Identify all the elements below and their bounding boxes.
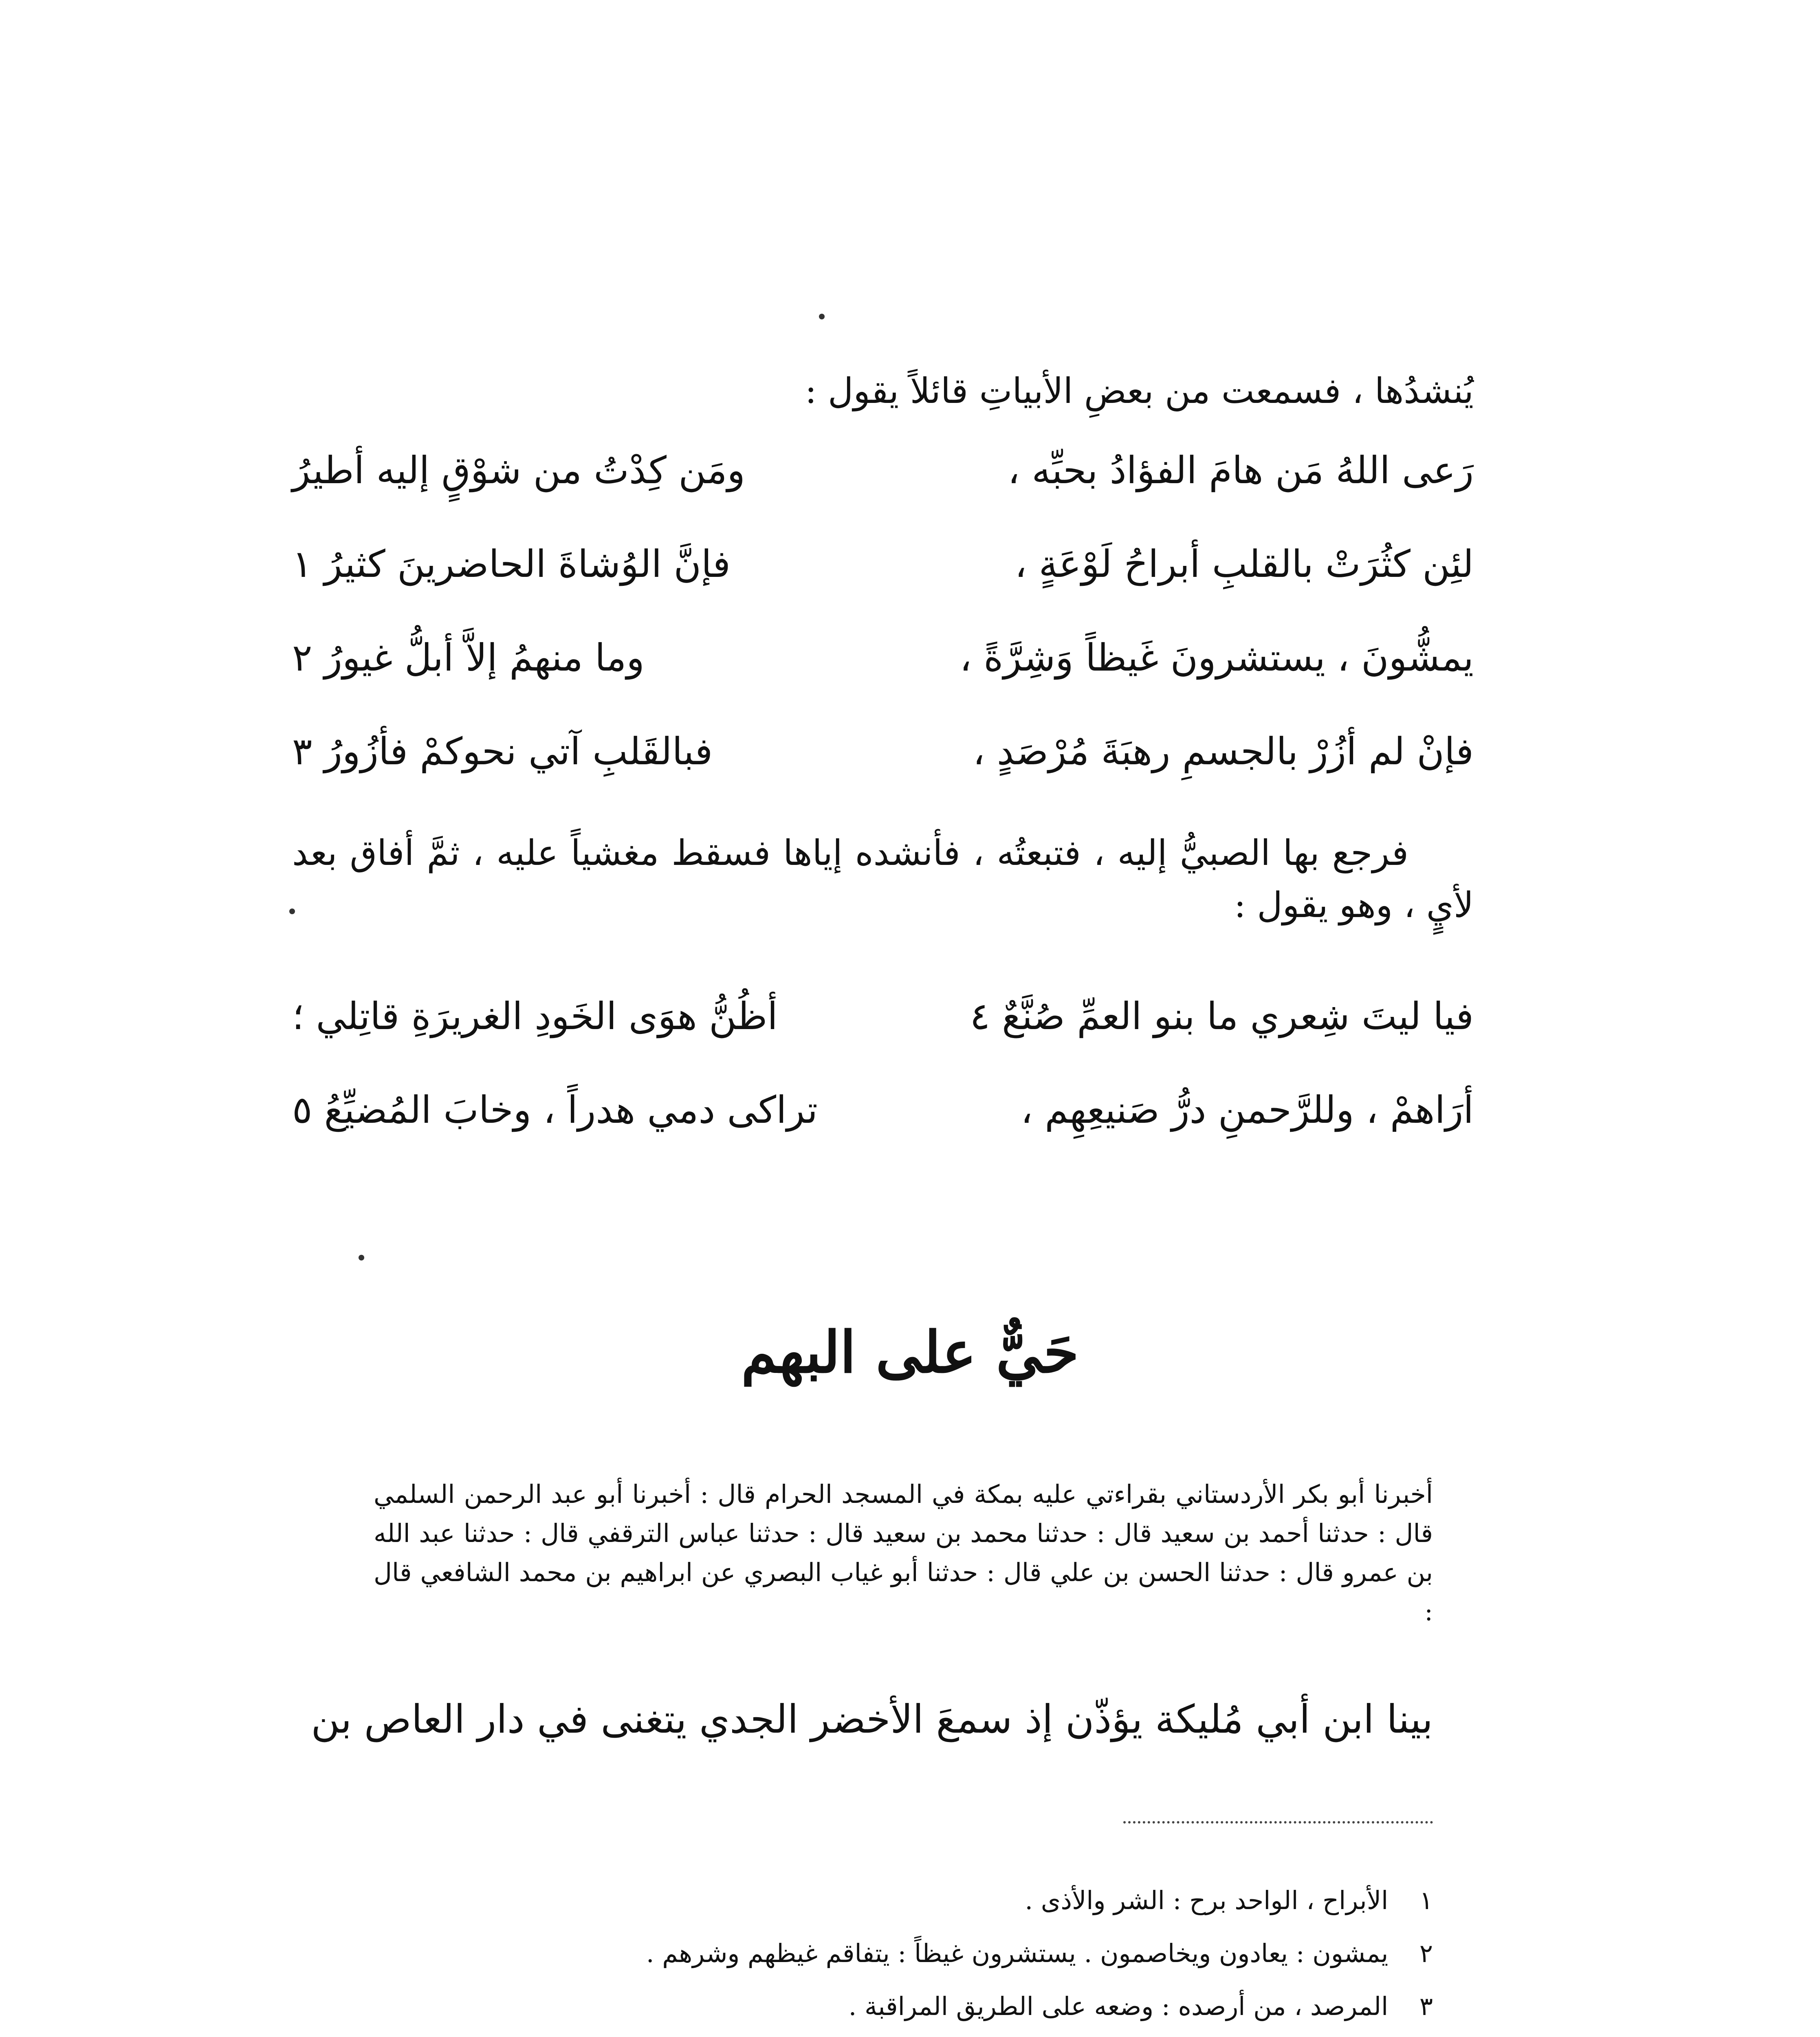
footnote-3 <box>292 1980 1433 2033</box>
verse-5 <box>292 986 1474 1047</box>
verse-5-first-hemistich: فيا ليتَ شِعري ما بنو العمِّ صُنَّعٌ ٤ <box>970 994 1474 1038</box>
footnote-separator <box>1123 1821 1433 1824</box>
prose-paragraph <box>292 827 1474 931</box>
footnote-4 <box>292 2033 1433 2037</box>
verse-2 <box>292 534 1474 595</box>
verse-4-second-hemistich: فبالقَلبِ آتي نحوكمْ فأزُورُ ٣ <box>292 730 713 773</box>
verse-6-first-hemistich: أرَاهمْ ، وللرَّحمنِ درُّ صَنيعِهِم ، <box>1021 1088 1474 1132</box>
prose-text: فرجع بها الصبيُّ إليه ، فتبعتُه ، فأنشده إياها فسقط مغشياً عليه ، ثمَّ أفاق بعد لأيٍ ، وهو يقول : <box>292 833 1474 926</box>
chain-of-narration: أخبرنا أبو بكر الأردستاني بقراءتي عليه بمكة في المسجد الحرام قال : أخبرنا أبو عبد الرحمن السلمي قال : حدثنا أحمد بن سعيد قال : حدثنا محمد بن سعيد قال : حدثنا عباس الترقفي قال : حدثنا عبد الله بن عمرو قال : حدثنا الحسن بن علي قال : حدثنا أبو غياب البصري عن ابراهيم بن محمد الشافعي قال : <box>374 1479 1433 1626</box>
footnote-number: ١ <box>1419 1885 1433 1915</box>
verse-5-second-hemistich: أظُنُّ هوَى الخَودِ الغريرَةِ قاتِلي ؛ <box>292 994 778 1038</box>
footnote-number: ٢ <box>1419 1938 1433 1968</box>
print-speck <box>289 909 295 914</box>
narrative-line: بينا ابن أبي مُليكة يؤذّن إذ سمعَ الأخضر الجدي يتغنى في دار العاص بن <box>311 1696 1433 1742</box>
footnote-number: ٣ <box>1419 1991 1433 2021</box>
verse-2-first-hemistich: لئِن كثُرَتْ بالقلبِ أبراحُ لَوْعَةٍ ، <box>1015 542 1474 586</box>
footnote-text: يمشون : يعادون ويخاصمون . يستشرون غيظاً : يتفاقم غيظهم وشرهم . <box>646 1938 1389 1968</box>
footnotes <box>292 1874 1433 2037</box>
verse-1-first-hemistich: رَعى اللهُ مَن هامَ الفؤادُ بحبِّه ، <box>1008 449 1474 492</box>
footnote-1 <box>292 1874 1433 1927</box>
verse-1-second-hemistich: ومَن كِدْتُ من شوْقٍ إليه أطيرُ <box>292 449 745 492</box>
verse-1 <box>292 440 1474 501</box>
print-speck <box>819 314 825 319</box>
print-speck <box>359 1255 364 1260</box>
intro-line: يُنشدُها ، فسمعت من بعضِ الأبياتِ قائلاً يقول : <box>805 371 1474 411</box>
footnote-2 <box>292 1927 1433 1980</box>
verse-3-first-hemistich: يمشُّونَ ، يستشرونَ غَيظاً وَشِرَّةً ، <box>960 636 1474 680</box>
verse-4 <box>292 721 1474 782</box>
footnote-text: المرصد ، من أرصده : وضعه على الطريق المراقبة . <box>848 1991 1389 2021</box>
footnote-number <box>1396 2033 1433 2037</box>
verse-6 <box>292 1080 1474 1141</box>
verse-4-first-hemistich: فإنْ لم أزُرْ بالجسمِ رهبَةَ مُرْصَدٍ ، <box>973 730 1474 773</box>
verse-2-second-hemistich: فإنَّ الوُشاةَ الحاضرينَ كثيرُ ١ <box>292 542 731 586</box>
verse-6-second-hemistich: تراكى دمي هدراً ، وخابَ المُضيِّعُ ٥ <box>292 1088 818 1132</box>
verse-3 <box>292 627 1474 689</box>
verse-3-second-hemistich: وما منهمُ إلاَّ أبلُّ غيورُ ٢ <box>292 636 645 680</box>
footnote-text: الأبراح ، الواحد برح : الشر والأذى . <box>1025 1885 1389 1915</box>
section-title: حَيٌّ على البهم <box>741 1319 1079 1386</box>
